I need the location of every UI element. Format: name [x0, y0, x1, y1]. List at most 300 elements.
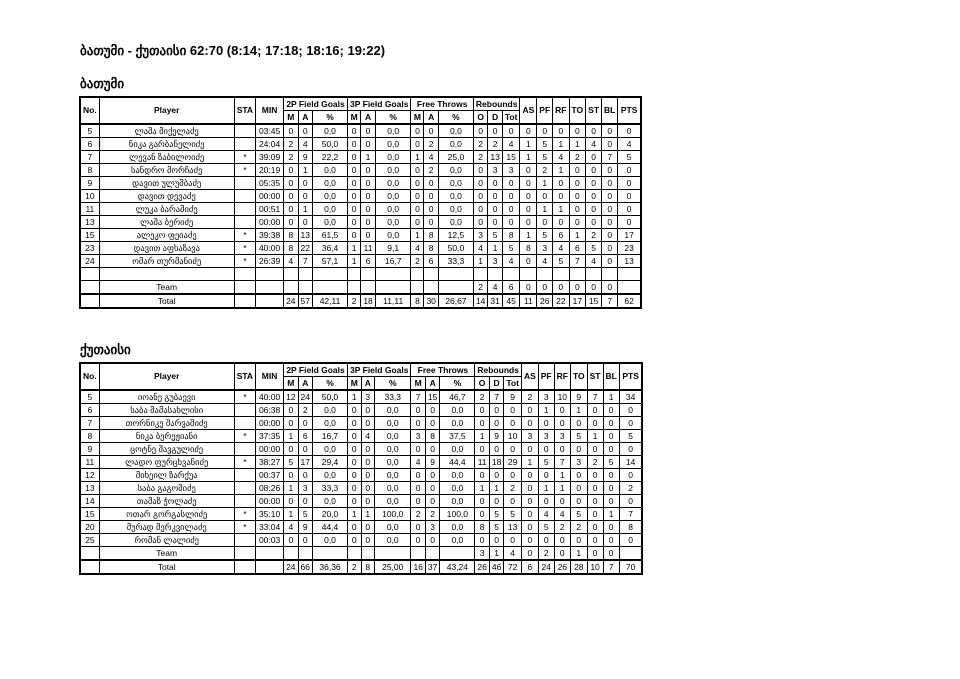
cell-bl: 0: [603, 443, 619, 456]
cell-total-name: Total: [99, 294, 234, 308]
table-row: [80, 404, 642, 417]
cell-p2p: 44,4: [313, 521, 348, 534]
cell-p2p: 0,0: [313, 164, 348, 177]
cell-p2a: 22: [298, 242, 312, 255]
cell-ro: 4: [473, 242, 487, 255]
cell-total-sta: [234, 294, 255, 308]
cell-pts: 13: [618, 255, 641, 268]
cell-sta: [234, 534, 255, 547]
cell-rt: 0: [504, 443, 522, 456]
cell-name: საბა გაგოშიძე: [99, 482, 234, 495]
cell-p3p: 0,0: [375, 430, 411, 443]
cell-rd: 0: [489, 534, 503, 547]
cell-bl: 0: [603, 469, 619, 482]
cell-p3m: 1: [348, 390, 362, 404]
cell-no: 5: [80, 390, 99, 404]
cell-pts: 0: [619, 404, 642, 417]
cell-ftm: 0: [411, 443, 425, 456]
cell-total-ftm: 8: [411, 294, 424, 308]
cell-p2p: 20,0: [313, 508, 348, 521]
cell-min: 00:00: [256, 417, 284, 430]
cell-rd: 1: [489, 547, 503, 561]
cell-fta: 0: [424, 177, 438, 190]
cell-p3a: 0: [361, 456, 375, 469]
cell-st: 0: [586, 124, 602, 138]
cell-p3m: 0: [348, 164, 361, 177]
cell-sta: [234, 203, 255, 216]
cell-pts: 0: [619, 417, 642, 430]
cell-total-ftp: 26,67: [438, 294, 473, 308]
cell-rd: [488, 268, 502, 281]
header-bl: BL: [603, 363, 619, 390]
header-rebounds: Rebounds: [475, 363, 522, 377]
cell-p3m: [348, 268, 361, 281]
table-row: [80, 268, 641, 281]
cell-p3m: 0: [348, 404, 362, 417]
cell-pf: 5: [537, 138, 553, 151]
cell-rd: 0: [488, 177, 502, 190]
table-row: [80, 203, 641, 216]
cell-name: იოანე გუბაევი: [99, 390, 234, 404]
cell-ro: 11: [475, 456, 489, 469]
cell-p2m: 0: [284, 404, 298, 417]
cell-ro: 0: [475, 534, 489, 547]
cell-rd: 5: [489, 521, 503, 534]
cell-p2p: [313, 268, 348, 281]
cell-ro: 0: [473, 216, 487, 229]
cell-min: 05:35: [256, 177, 284, 190]
cell-bl: 0: [603, 417, 619, 430]
cell-p3m: 0: [348, 456, 362, 469]
table-row: [80, 534, 642, 547]
cell-to: 0: [569, 124, 586, 138]
cell-rf: 0: [554, 495, 570, 508]
cell-min: [256, 281, 284, 295]
cell-pts: 34: [619, 390, 642, 404]
cell-ftm: 4: [411, 456, 425, 469]
cell-rf: [553, 268, 569, 281]
cell-ftm: 0: [411, 164, 424, 177]
cell-rf: 0: [554, 417, 570, 430]
cell-p2p: 50,0: [313, 138, 348, 151]
cell-p3m: 0: [348, 443, 362, 456]
cell-rf: 0: [554, 534, 570, 547]
cell-ftm: 0: [411, 190, 424, 203]
table-row: [80, 216, 641, 229]
cell-rd: 0: [489, 495, 503, 508]
cell-sta: [234, 495, 255, 508]
cell-p2a: 2: [298, 404, 312, 417]
cell-p3a: 0: [361, 229, 376, 242]
cell-pf: 1: [538, 482, 554, 495]
cell-rt: 5: [504, 508, 522, 521]
cell-total-p3m: 2: [348, 560, 362, 574]
cell-rt: 6: [502, 281, 520, 295]
cell-st: 0: [587, 404, 603, 417]
cell-pts: 4: [618, 138, 641, 151]
cell-as: 1: [520, 229, 537, 242]
subheader-percent: %: [313, 111, 348, 125]
cell-ftp: 0,0: [440, 534, 475, 547]
cell-rd: 3: [488, 255, 502, 268]
cell-p2m: 1: [284, 508, 298, 521]
cell-st: 2: [586, 229, 602, 242]
cell-p3p: 0,0: [375, 190, 411, 203]
cell-min: 00:00: [256, 443, 284, 456]
cell-to: 1: [569, 229, 586, 242]
cell-p2m: 0: [284, 164, 298, 177]
cell-p2m: 0: [284, 417, 298, 430]
cell-p2a: [298, 547, 312, 561]
cell-p2m: 5: [284, 456, 298, 469]
cell-p3p: 0,0: [375, 417, 411, 430]
cell-fta: 8: [424, 242, 438, 255]
cell-fta: 0: [425, 469, 439, 482]
subheader-percent: %: [440, 377, 475, 391]
cell-as: 0: [521, 469, 538, 482]
header-3p-field-goals: 3P Field Goals: [348, 97, 411, 111]
cell-st: 1: [587, 430, 603, 443]
cell-fta: 0: [425, 482, 439, 495]
cell-total-pf: 26: [537, 294, 553, 308]
cell-min: 08:26: [256, 482, 284, 495]
cell-total-to: 28: [570, 560, 587, 574]
cell-min: 37:35: [256, 430, 284, 443]
cell-as: 0: [520, 177, 537, 190]
cell-p3m: 0: [348, 495, 362, 508]
table-row: [80, 469, 642, 482]
cell-total-p3p: 11,11: [375, 294, 411, 308]
cell-no: 8: [80, 430, 99, 443]
cell-pts: 2: [619, 482, 642, 495]
cell-p3m: 1: [348, 242, 361, 255]
cell-no: 13: [80, 482, 99, 495]
cell-pf: 0: [537, 190, 553, 203]
cell-to: 3: [570, 456, 587, 469]
cell-rd: 0: [488, 203, 502, 216]
cell-rd: 1: [488, 242, 502, 255]
cell-rf: 10: [554, 390, 570, 404]
cell-to: 1: [570, 547, 587, 561]
cell-rd: 18: [489, 456, 503, 469]
subheader-percent: %: [438, 111, 473, 125]
cell-bl: 0: [602, 164, 618, 177]
cell-to: 6: [569, 242, 586, 255]
cell-to: 0: [569, 177, 586, 190]
cell-p3m: 0: [348, 229, 361, 242]
cell-to: 0: [570, 482, 587, 495]
cell-pts: 0: [619, 443, 642, 456]
cell-p2p: 50,0: [313, 390, 348, 404]
cell-sta: *: [234, 521, 255, 534]
cell-rf: 2: [554, 521, 570, 534]
cell-rf: 4: [553, 151, 569, 164]
cell-pf: 4: [537, 255, 553, 268]
cell-ro: 0: [475, 404, 489, 417]
cell-p2p: 0,0: [313, 534, 348, 547]
cell-fta: 0: [425, 417, 439, 430]
cell-p3a: 3: [361, 390, 375, 404]
cell-name: სანდრო მორჩაძე: [99, 164, 234, 177]
cell-p2m: 0: [284, 190, 298, 203]
cell-pts: [618, 281, 641, 295]
cell-name: თორნიკე შარვაშიძე: [99, 417, 234, 430]
cell-ftp: 100,0: [440, 508, 475, 521]
cell-rf: 0: [554, 443, 570, 456]
cell-total-as: 6: [521, 560, 538, 574]
cell-rd: 0: [489, 404, 503, 417]
cell-total-as: 11: [520, 294, 537, 308]
cell-ro: 3: [473, 229, 487, 242]
cell-rf: 1: [553, 164, 569, 177]
cell-to: 0: [569, 190, 586, 203]
cell-as: 0: [521, 404, 538, 417]
subheader-attempted: A: [361, 111, 376, 125]
cell-no: 10: [80, 190, 99, 203]
cell-st: 0: [586, 164, 602, 177]
cell-ftp: 0,0: [438, 138, 473, 151]
cell-p2p: 0,0: [313, 216, 348, 229]
cell-p2m: 0: [284, 495, 298, 508]
cell-p3p: 0,0: [375, 177, 411, 190]
cell-to: 2: [570, 521, 587, 534]
cell-p3m: 0: [348, 216, 361, 229]
cell-p2p: 0,0: [313, 417, 348, 430]
header-pf: PF: [538, 363, 554, 390]
cell-no: 9: [80, 177, 99, 190]
cell-total-p3p: 25,00: [375, 560, 411, 574]
cell-ftm: 0: [411, 404, 425, 417]
header-sta: STA: [234, 97, 255, 124]
cell-name: Team: [99, 281, 234, 295]
cell-total-pts: 70: [619, 560, 642, 574]
cell-p3m: 0: [348, 482, 362, 495]
cell-st: 7: [587, 390, 603, 404]
header-rf: RF: [554, 363, 570, 390]
cell-sta: *: [234, 430, 255, 443]
cell-ftm: 0: [411, 417, 425, 430]
cell-no: [80, 547, 99, 561]
header-3p-field-goals: 3P Field Goals: [348, 363, 411, 377]
cell-st: 0: [587, 482, 603, 495]
cell-to: 7: [569, 255, 586, 268]
cell-min: 33:04: [256, 521, 284, 534]
cell-bl: 5: [603, 456, 619, 469]
cell-p3p: 33,3: [375, 390, 411, 404]
cell-p3a: [361, 281, 376, 295]
cell-p3m: 0: [348, 417, 362, 430]
cell-rd: 0: [489, 469, 503, 482]
table-row: [80, 138, 641, 151]
subheader-made: M: [348, 111, 361, 125]
cell-as: 0: [521, 547, 538, 561]
cell-ftp: 0,0: [440, 495, 475, 508]
cell-rd: 0: [489, 417, 503, 430]
header-min: MIN: [256, 97, 284, 124]
header-player: Player: [99, 363, 234, 390]
cell-no: 12: [80, 469, 99, 482]
cell-ftp: 0,0: [438, 190, 473, 203]
cell-fta: 3: [425, 521, 439, 534]
cell-rt: 13: [504, 521, 522, 534]
cell-rd: 2: [488, 138, 502, 151]
table-row: [80, 430, 642, 443]
cell-ftp: 46,7: [440, 390, 475, 404]
cell-ftm: 3: [411, 430, 425, 443]
cell-bl: 0: [602, 190, 618, 203]
cell-p3a: 0: [361, 177, 376, 190]
cell-total-bl: 7: [602, 294, 618, 308]
cell-min: 00:51: [256, 203, 284, 216]
cell-min: 00:00: [256, 495, 284, 508]
cell-to: 0: [570, 443, 587, 456]
cell-p3a: 0: [361, 124, 376, 138]
cell-p3p: 0,0: [375, 229, 411, 242]
cell-rd: 13: [488, 151, 502, 164]
cell-pts: 0: [618, 164, 641, 177]
cell-pts: 0: [618, 203, 641, 216]
cell-p2p: 0,0: [313, 203, 348, 216]
cell-ftp: [438, 268, 473, 281]
cell-p3a: 0: [361, 521, 375, 534]
cell-name: Team: [99, 547, 234, 561]
cell-fta: 0: [424, 216, 438, 229]
cell-ftm: 2: [411, 255, 424, 268]
cell-st: 0: [586, 216, 602, 229]
cell-st: 0: [587, 508, 603, 521]
cell-to: 0: [569, 164, 586, 177]
cell-fta: 8: [424, 229, 438, 242]
cell-p2p: [313, 281, 348, 295]
cell-p3p: 0,0: [375, 216, 411, 229]
cell-p2p: [313, 547, 348, 561]
header-bl: BL: [602, 97, 618, 124]
cell-pf: 2: [537, 164, 553, 177]
cell-p3p: [375, 281, 411, 295]
cell-p3m: 0: [348, 430, 362, 443]
table-row: [80, 229, 641, 242]
cell-as: 0: [520, 203, 537, 216]
cell-p2p: 61,5: [313, 229, 348, 242]
cell-p3p: 0,0: [375, 469, 411, 482]
cell-rf: 7: [554, 456, 570, 469]
cell-rt: 9: [504, 390, 522, 404]
cell-p3a: [361, 268, 376, 281]
cell-sta: [234, 216, 255, 229]
cell-rt: 0: [502, 124, 520, 138]
cell-bl: 0: [603, 482, 619, 495]
cell-pts: 0: [618, 124, 641, 138]
cell-name: დავით დევაძე: [99, 190, 234, 203]
cell-ro: [473, 268, 487, 281]
cell-as: 1: [520, 151, 537, 164]
cell-bl: 0: [602, 229, 618, 242]
cell-rd: 0: [489, 443, 503, 456]
cell-pts: [618, 268, 641, 281]
cell-fta: 0: [424, 203, 438, 216]
cell-sta: *: [234, 229, 255, 242]
cell-sta: [234, 469, 255, 482]
cell-p2a: 1: [298, 164, 312, 177]
cell-pf: 3: [538, 430, 554, 443]
cell-no: 7: [80, 151, 99, 164]
cell-ftp: 0,0: [440, 521, 475, 534]
cell-rt: 29: [504, 456, 522, 469]
cell-rd: 5: [488, 229, 502, 242]
cell-ftp: 50,0: [438, 242, 473, 255]
subheader-offensive: O: [475, 377, 489, 391]
header-as: AS: [520, 97, 537, 124]
cell-min: 03:45: [256, 124, 284, 138]
cell-min: 20:19: [256, 164, 284, 177]
cell-p2m: 8: [284, 242, 298, 255]
cell-p2a: 9: [298, 521, 312, 534]
cell-p3m: 0: [348, 534, 362, 547]
cell-ftm: 0: [411, 124, 424, 138]
cell-pts: 0: [619, 495, 642, 508]
cell-min: 38:27: [256, 456, 284, 469]
table-row: [80, 390, 642, 404]
cell-bl: 0: [602, 255, 618, 268]
table-row: [80, 242, 641, 255]
cell-ro: 0: [473, 177, 487, 190]
cell-p3p: 0,0: [375, 164, 411, 177]
cell-sta: *: [234, 456, 255, 469]
cell-no: 20: [80, 521, 99, 534]
cell-pts: 7: [619, 508, 642, 521]
cell-st: 5: [586, 242, 602, 255]
cell-sta: [234, 404, 255, 417]
cell-ro: 3: [475, 547, 489, 561]
cell-pf: 0: [538, 534, 554, 547]
cell-as: 0: [520, 216, 537, 229]
cell-st: 0: [586, 281, 602, 295]
cell-no: 11: [80, 456, 99, 469]
cell-p2a: [298, 268, 312, 281]
cell-fta: 8: [425, 430, 439, 443]
cell-pf: 0: [538, 417, 554, 430]
cell-fta: [424, 268, 438, 281]
cell-rt: 0: [502, 203, 520, 216]
cell-ftm: 0: [411, 534, 425, 547]
cell-as: [520, 268, 537, 281]
subheader-percent: %: [375, 111, 411, 125]
cell-pf: 2: [538, 547, 554, 561]
cell-ro: 0: [475, 495, 489, 508]
cell-ftp: 0,0: [440, 482, 475, 495]
cell-p3m: 0: [348, 190, 361, 203]
cell-p2p: 0,0: [313, 190, 348, 203]
cell-name: ლაშა მიქელაძე: [99, 124, 234, 138]
cell-ftm: 0: [411, 482, 425, 495]
cell-no: 8: [80, 164, 99, 177]
cell-rt: 10: [504, 430, 522, 443]
cell-p3a: 0: [361, 482, 375, 495]
cell-p3a: 0: [361, 534, 375, 547]
cell-no: 15: [80, 508, 99, 521]
header-pts: PTS: [619, 363, 642, 390]
cell-ftp: 12,5: [438, 229, 473, 242]
cell-total-rf: 22: [553, 294, 569, 308]
cell-pts: 0: [619, 469, 642, 482]
cell-rd: 3: [488, 164, 502, 177]
table-row: [80, 164, 641, 177]
cell-total-p3m: 2: [348, 294, 361, 308]
cell-p2m: 2: [284, 138, 298, 151]
cell-ftm: 0: [411, 495, 425, 508]
cell-name: [99, 268, 234, 281]
cell-no: [80, 281, 99, 295]
